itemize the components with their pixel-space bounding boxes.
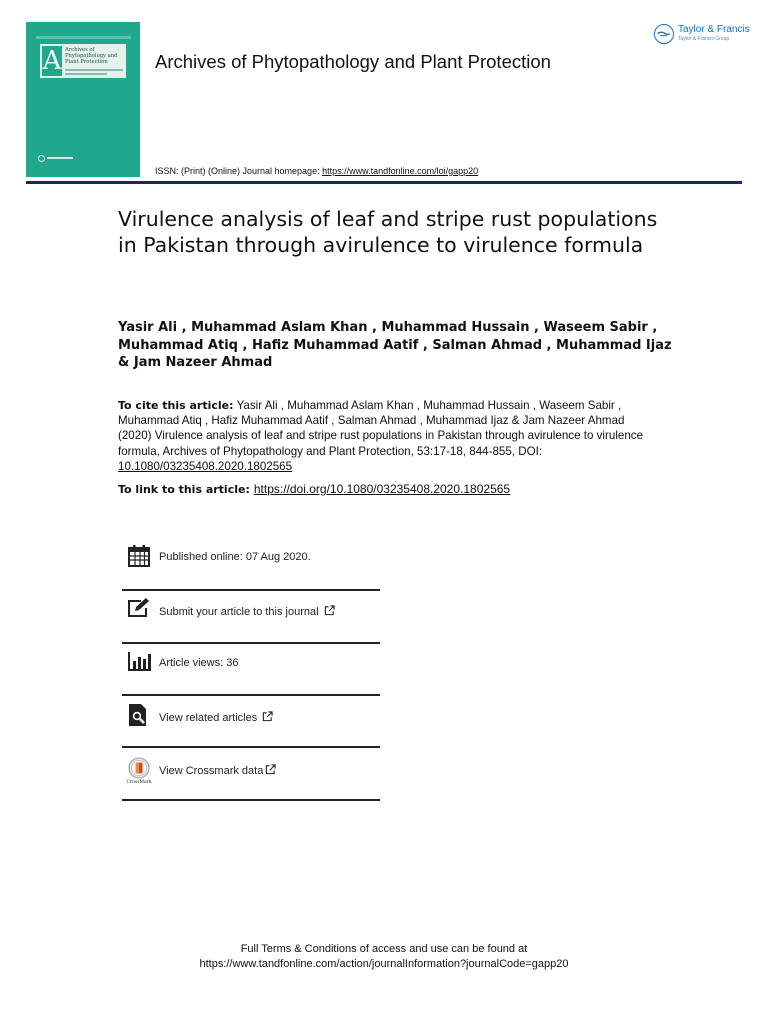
external-link-icon [262, 711, 273, 722]
issn-line: ISSN: (Print) (Online) Journal homepage: https://www.tandfonline.com/loi/gapp20 [155, 166, 479, 176]
article-title: Virulence analysis of leaf and stripe rust populations in Pakistan through avirulence to virulence formula [118, 207, 658, 257]
cite-doi-link[interactable]: 10.1080/03235408.2020.1802565 [118, 459, 293, 473]
cover-decoration [36, 36, 131, 39]
article-link-line [118, 482, 510, 496]
crossmark-link[interactable]: View Crossmark data [159, 764, 276, 777]
related-articles-item[interactable] [122, 697, 380, 749]
published-online-item [122, 540, 380, 592]
cover-title: Archives of Phytopathology and Plant Protection [65, 47, 118, 65]
journal-cover [26, 22, 140, 177]
crossmark-caption: CrossMark [126, 780, 152, 785]
publisher-group: Taylor & Francis Group [678, 36, 730, 42]
journal-homepage-link[interactable]: https://www.tandfonline.com/loi/gapp20 [322, 166, 479, 176]
taylor-francis-icon [654, 24, 674, 44]
submit-article-item[interactable] [122, 592, 380, 644]
citation-block [118, 398, 658, 474]
calendar-icon [127, 544, 151, 568]
article-doi-link[interactable]: https://doi.org/10.1080/03235408.2020.1802565 [253, 482, 511, 496]
related-articles-link[interactable]: View related articles [159, 711, 273, 724]
footer-terms-link[interactable]: https://www.tandfonline.com/action/journalInformation?journalCode=gapp20 [199, 958, 569, 970]
published-online-label: Published online: 07 Aug 2020. [159, 551, 311, 563]
journal-title: Archives of Phytopathology and Plant Protection [155, 51, 551, 72]
link-label: To link to this article: [118, 483, 250, 496]
submit-article-link[interactable]: Submit your article to this journal [159, 605, 335, 618]
article-views-label: Article views: 36 [159, 657, 239, 669]
footer-line-1: Full Terms & Conditions of access and use can be found at [240, 943, 528, 955]
article-views-item [122, 645, 380, 697]
external-link-icon [265, 764, 276, 775]
external-link-icon [324, 605, 335, 616]
cite-label: To cite this article: [118, 399, 234, 412]
cite-text: Yasir Ali , Muhammad Aslam Khan , Muhammad Hussain , Waseem Sabir , Muhammad Atiq , Hafiz Muhammad Aatif , Salman Ahmad , Muhammad Ijaz & Jam Nazeer Ahmad (2020) Virulence analysis of leaf and stripe rust populations in Pakistan through avirulence to virulence formula, Archives of Phytopathology and Plant Protection, 53:17-18, 844-855, DOI: [118, 399, 644, 458]
header-divider [26, 181, 742, 184]
footer-terms [0, 942, 768, 972]
publisher-name: Taylor & Francis [678, 24, 750, 35]
cover-letter: A [42, 46, 62, 76]
author-list: Yasir Ali , Muhammad Aslam Khan , Muhammad Hussain , Waseem Sabir , Muhammad Atiq , Hafiz Muhammad Aatif , Salman Ahmad , Muhammad Ijaz & Jam Nazeer Ahmad [118, 320, 672, 370]
crossmark-item[interactable] [122, 749, 380, 801]
bar-chart-icon [127, 649, 151, 673]
crossmark-icon [127, 757, 151, 789]
cover-publisher-mark [38, 155, 74, 163]
edit-icon [127, 596, 151, 620]
taylor-francis-logo[interactable] [654, 23, 750, 47]
cover-title-card [40, 44, 126, 78]
search-document-icon [127, 703, 151, 727]
